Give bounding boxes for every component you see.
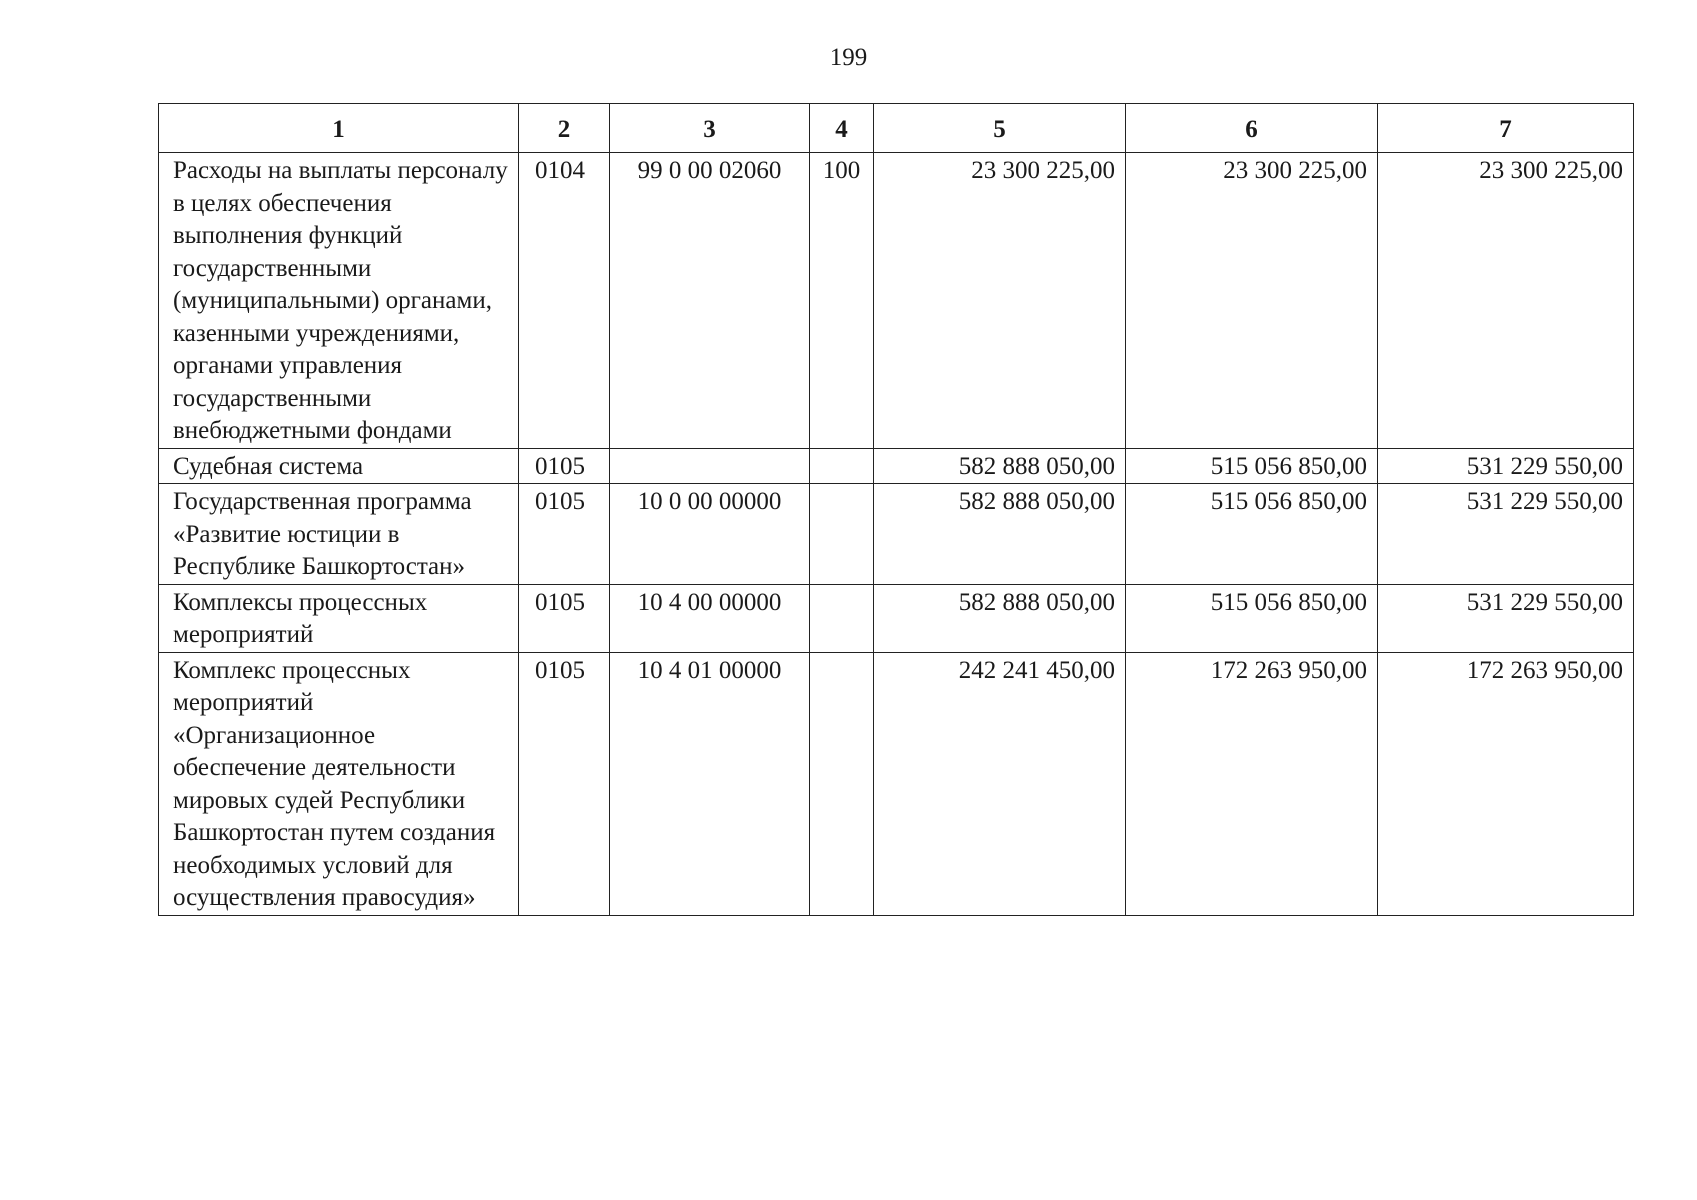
- row-name: Государственная программа «Развитие юстиции в Республике Башкортостан»: [159, 484, 519, 585]
- row-col5: 582 888 050,00: [874, 448, 1126, 484]
- header-row: [159, 104, 1634, 153]
- row-target: 10 0 00 00000: [610, 484, 810, 585]
- row-name: Расходы на выплаты персоналу в целях обеспечения выполнения функций государственными (муниципальными) органами, казенными учреждениями, органами управления государственными внебюджетными фондами: [159, 153, 519, 449]
- row-col7: 531 229 550,00: [1378, 584, 1634, 652]
- row-col7: 531 229 550,00: [1378, 448, 1634, 484]
- header-col-5: 5: [874, 104, 1126, 153]
- row-name: Комплексы процессных мероприятий: [159, 584, 519, 652]
- row-col7: 172 263 950,00: [1378, 652, 1634, 915]
- row-target: 99 0 00 02060: [610, 153, 810, 449]
- header-col-6: 6: [1126, 104, 1378, 153]
- header-col-7: 7: [1378, 104, 1634, 153]
- table-row: [159, 584, 1634, 652]
- budget-table: [158, 103, 1634, 916]
- row-col6: 515 056 850,00: [1126, 484, 1378, 585]
- row-col7: 531 229 550,00: [1378, 484, 1634, 585]
- row-target: [610, 448, 810, 484]
- row-expense-type: [810, 652, 874, 915]
- table-row: [159, 652, 1634, 915]
- table-row: [159, 153, 1634, 449]
- row-section: 0105: [519, 484, 610, 585]
- header-col-1: 1: [159, 104, 519, 153]
- table-row: [159, 484, 1634, 585]
- header-col-2: 2: [519, 104, 610, 153]
- row-section: 0105: [519, 584, 610, 652]
- row-target: 10 4 01 00000: [610, 652, 810, 915]
- row-expense-type: 100: [810, 153, 874, 449]
- row-target: 10 4 00 00000: [610, 584, 810, 652]
- header-col-3: 3: [610, 104, 810, 153]
- row-section: 0105: [519, 448, 610, 484]
- page-number: 199: [829, 44, 868, 71]
- row-col7: 23 300 225,00: [1378, 153, 1634, 449]
- row-expense-type: [810, 584, 874, 652]
- row-col5: 23 300 225,00: [874, 153, 1126, 449]
- row-section: 0105: [519, 652, 610, 915]
- row-expense-type: [810, 484, 874, 585]
- table-row: [159, 448, 1634, 484]
- header-col-4: 4: [810, 104, 874, 153]
- row-col6: 172 263 950,00: [1126, 652, 1378, 915]
- row-col6: 515 056 850,00: [1126, 448, 1378, 484]
- row-col6: 23 300 225,00: [1126, 153, 1378, 449]
- row-col6: 515 056 850,00: [1126, 584, 1378, 652]
- row-name: Судебная система: [159, 448, 519, 484]
- row-section: 0104: [519, 153, 610, 449]
- row-col5: 242 241 450,00: [874, 652, 1126, 915]
- row-name: Комплекс процессных мероприятий «Организационное обеспечение деятельности мировых судей Республики Башкортостан путем создания необходимых условий для осуществления правосудия»: [159, 652, 519, 915]
- row-expense-type: [810, 448, 874, 484]
- row-col5: 582 888 050,00: [874, 484, 1126, 585]
- row-col5: 582 888 050,00: [874, 584, 1126, 652]
